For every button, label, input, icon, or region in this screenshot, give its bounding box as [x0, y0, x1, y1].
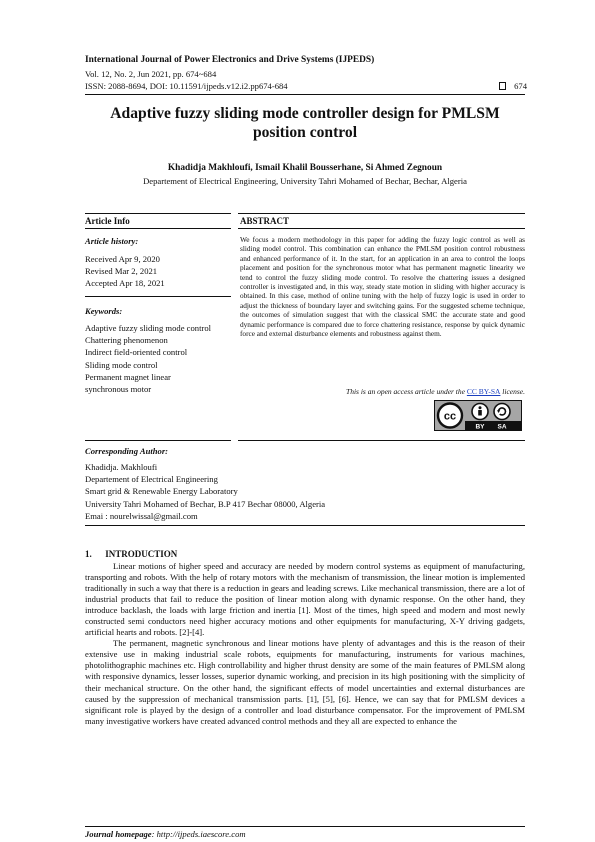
article-info-bottom-rule: [85, 440, 231, 441]
license-suffix: license.: [500, 387, 525, 396]
author-name: Khadidja. Makhloufi: [85, 462, 158, 472]
authors: Khadidja Makhloufi, Ismail Khalil Bousserhane, Si Ahmed Zegnoun: [167, 163, 443, 173]
homepage-label: Journal homepage: [85, 829, 152, 839]
corresponding-heading: Corresponding Author:: [85, 446, 169, 456]
received-date: Received Apr 9, 2020: [85, 254, 160, 264]
homepage-url[interactable]: : http://ijpeds.iaescore.com: [151, 829, 246, 839]
header-rule: [85, 94, 525, 95]
cc-by-sa-badge[interactable]: [434, 400, 522, 431]
cc-badge-graphic: [435, 401, 521, 430]
keyword-item: Chattering phenomenon: [85, 335, 168, 346]
keywords-heading: Keywords:: [85, 306, 123, 316]
footer-rule: [85, 826, 525, 827]
article-info-sub-rule: [85, 228, 231, 229]
page-number: 674: [514, 81, 527, 91]
journal-name: International Journal of Power Electronics and Drive Systems (IJPEDS): [85, 55, 375, 65]
by-label: BY: [475, 423, 485, 430]
article-info-top-rule: [85, 213, 231, 214]
cc-by-sa-link[interactable]: CC BY-SA: [466, 387, 501, 396]
intro-paragraph-1: Linear motions of higher speed and accuracy are needed by modern control systems as equipment of manufacturing, transporting and robots. With the help of rotary motors with the mechanism of transmission, the linear motion is implemented traditionally in such a way that there is a reduction in gears and leading screws. Like mechanical transmission, there are a lot of industrial products that fail to reduce the position of linear motion along with dynamic response. On the other hand, they introduce backlash, the loads with large friction and inertia [1]. Most of the times, high speed and modern and most newly constructed semi conductors need higher accuracy motions and other equipments for manufacturing, X-Y driving gadgets, artificial hearts and robots. [2]-[4].: [85, 561, 525, 638]
corresponding-details: [85, 461, 525, 522]
abstract-sub-rule: [238, 228, 525, 229]
author-lab: Smart grid & Renewable Energy Laboratory: [85, 486, 238, 497]
issn-doi: ISSN: 2088-8694, DOI: 10.11591/ijpeds.v12.i2.pp674-684: [85, 81, 288, 91]
license-prefix: This is an open access article under the: [346, 387, 467, 396]
introduction-body: [85, 561, 525, 727]
author-department: Departement of Electrical Engineering: [85, 474, 218, 485]
share-alike-icon: [494, 404, 510, 420]
history-heading: Article history:: [85, 236, 139, 246]
journal-homepage: [85, 829, 246, 839]
intro-paragraph-2: The permanent, magnetic synchronous and linear motions have plenty of advantages and this is the reason of their extensive use in making industrial scale robots, equipments for manufacturing, instruments for various machines, photolithographic machines etc. High controllability and higher thrust density are some of the main features of PMLSM along with responsive dynamics, lesser losses, superior dynamic working, and precision in its high positioning with the simplicity of their mechanical structure. On the other hand, the significant effects of model uncertainties and external disturbances are caused by the suppression of mechanical transmission parts. [1], [5], [6]. Hence, we can say that for PMLSM devices a significant role is played by the design of a controller and load disturbance compensator. For the improvement of PMLSM many investigative workers have created advanced control methods and they all are expected to enhance the: [85, 638, 525, 726]
article-info-heading: Article Info: [85, 216, 130, 226]
keyword-item: Indirect field-oriented control: [85, 347, 188, 358]
abstract-top-rule: [238, 213, 525, 214]
introduction-heading: 1. INTRODUCTION: [85, 549, 178, 559]
author-address: University Tahri Mohamed of Bechar, B.P 417 Bechar 08000, Algeria: [85, 498, 326, 509]
license-statement: [240, 387, 525, 396]
square-icon: [499, 82, 506, 90]
keyword-item: Adaptive fuzzy sliding mode control: [85, 323, 212, 333]
accepted-date: Accepted Apr 18, 2021: [85, 278, 165, 289]
sa-label: SA: [497, 423, 507, 430]
revised-date: Revised Mar 2, 2021: [85, 266, 158, 277]
page-number-block: [497, 81, 527, 91]
abstract-text: We focus a modern methodology in this paper for adding the fuzzy logic control as well as sliding model control. This combination can enhance the PMLSM position control robustness and enhanced performance of it. In the start, for an application in an area to control the loops placement and position for the synchronous motor what has permanent magnetic linearity we tend to control the fuzzy sliding mode control. To resolve the chattering issues a designed controller is investigated and, in this way, steady state motion in sliding with higher accuracy is obtained. In this case, method of online tuning with the help of fuzzy logic is used in order to adjust the thickness of boundary layer and switching gains. For the suggested scheme technique, the outcomes of simulation suggest that with the classical SMC the accurate state and good dynamic performance is compared due to force chattering resistance, response by quick dynamic force and external disturbance elements and robustness against them.: [240, 235, 525, 339]
keywords-list: [85, 322, 213, 395]
volume-info: Vol. 12, No. 2, Jun 2021, pp. 674~684: [85, 69, 217, 79]
paper-title: Adaptive fuzzy sliding mode controller design for PMLSM position control: [110, 105, 500, 141]
history-list: [85, 253, 231, 290]
affiliation: Departement of Electrical Engineering, University Tahri Mohamed of Bechar, Bechar, Algeria: [143, 176, 467, 186]
cc-icon-label: cc: [443, 410, 457, 423]
abstract-heading: ABSTRACT: [240, 216, 290, 226]
history-rule: [85, 296, 231, 297]
keyword-item: Permanent magnet linear synchronous motor: [85, 371, 171, 395]
corresponding-rule: [85, 525, 525, 526]
keyword-item: Sliding mode control: [85, 359, 158, 370]
abstract-bottom-rule: [238, 440, 525, 441]
author-email[interactable]: Emai : nourelwissal@gmail.com: [85, 510, 198, 521]
